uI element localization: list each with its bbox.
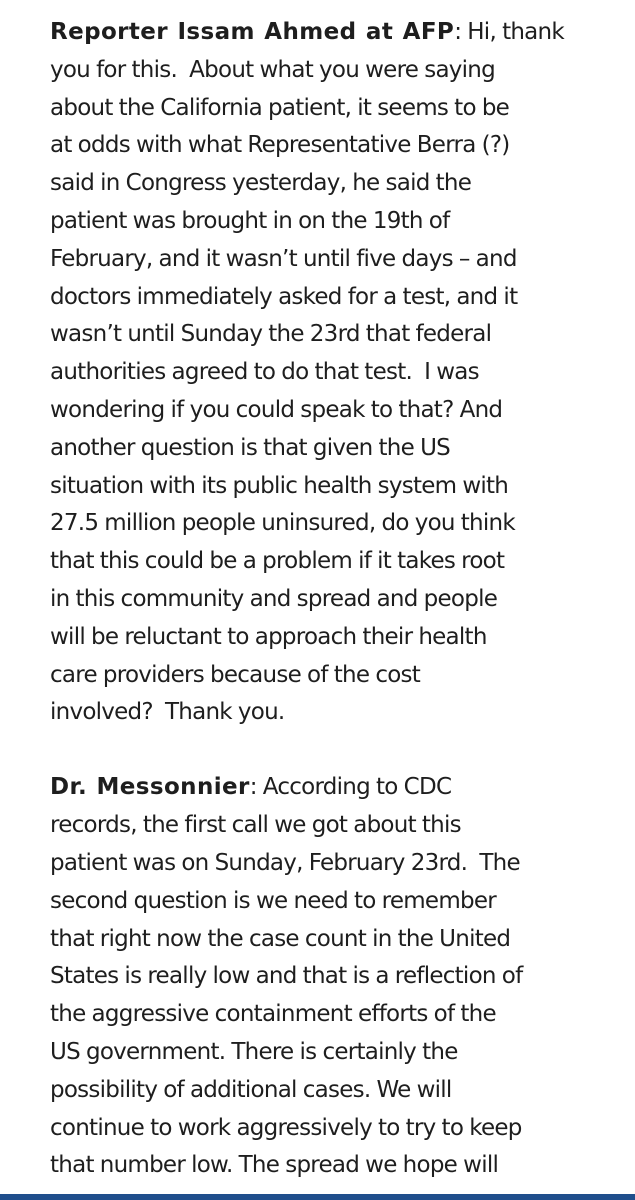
speech-line: involved? Thank you.: [50, 699, 285, 726]
speech-line: doctors immediately asked for a test, and it: [50, 283, 518, 310]
first-line: [50, 14, 635, 52]
speech-line: wondering if you could speak to that? And: [50, 396, 503, 423]
transcript-entry-reporter: [50, 14, 635, 732]
speech-line: patient was on Sunday, February 23rd. The: [50, 849, 520, 876]
speech-line: that number low. The spread we hope will: [50, 1152, 499, 1179]
speech-line: that right now the case count in the United: [50, 925, 511, 952]
speech-line: authorities agreed to do that test. I was: [50, 359, 479, 386]
transcript-document: [50, 14, 635, 1185]
speech-line: situation with its public health system with: [50, 472, 509, 499]
speaker-name: Reporter Issam Ahmed at AFP: [50, 19, 455, 45]
speech-line: second question is we need to remember: [50, 887, 496, 914]
speech-line: wasn’t until Sunday the 23rd that federal: [50, 321, 492, 348]
speech-line: care providers because of the cost: [50, 661, 421, 688]
speech-text: : Hi, thank: [454, 19, 564, 45]
first-line: [50, 769, 635, 807]
speech-line: patient was brought in on the 19th of: [50, 207, 450, 234]
speech-line: 27.5 million people uninsured, do you think: [50, 510, 515, 537]
speaker-name: Dr. Messonnier: [50, 774, 250, 801]
speech-line: records, the first call we got about this: [50, 812, 461, 839]
speech-text: : According to CDC: [249, 774, 452, 801]
speech-line: will be reluctant to approach their health: [50, 623, 487, 650]
speech-line: US government. There is certainly the: [50, 1038, 458, 1065]
speech-line: in this community and spread and people: [50, 585, 498, 612]
speech-line: another question is that given the US: [50, 434, 451, 461]
transcript-entry-messonnier: [50, 769, 635, 1185]
paragraph-spacer: [50, 732, 635, 769]
speech-line: said in Congress yesterday, he said the: [50, 170, 472, 197]
speech-line: possibility of additional cases. We will: [50, 1076, 452, 1103]
speech-line: at odds with what Representative Berra (?): [50, 132, 510, 159]
bottom-bar: [0, 1194, 635, 1200]
speech-line: about the California patient, it seems to be: [50, 94, 510, 121]
speech-line: States is really low and that is a reflection of: [50, 963, 523, 990]
speech-line: the aggressive containment efforts of the: [50, 1001, 496, 1028]
speech-line: that this could be a problem if it takes root: [50, 548, 505, 575]
speech-line: you for this. About what you were saying: [50, 56, 495, 83]
speech-line: continue to work aggressively to try to keep: [50, 1114, 522, 1141]
speech-line: February, and it wasn’t until five days – and: [50, 245, 517, 272]
